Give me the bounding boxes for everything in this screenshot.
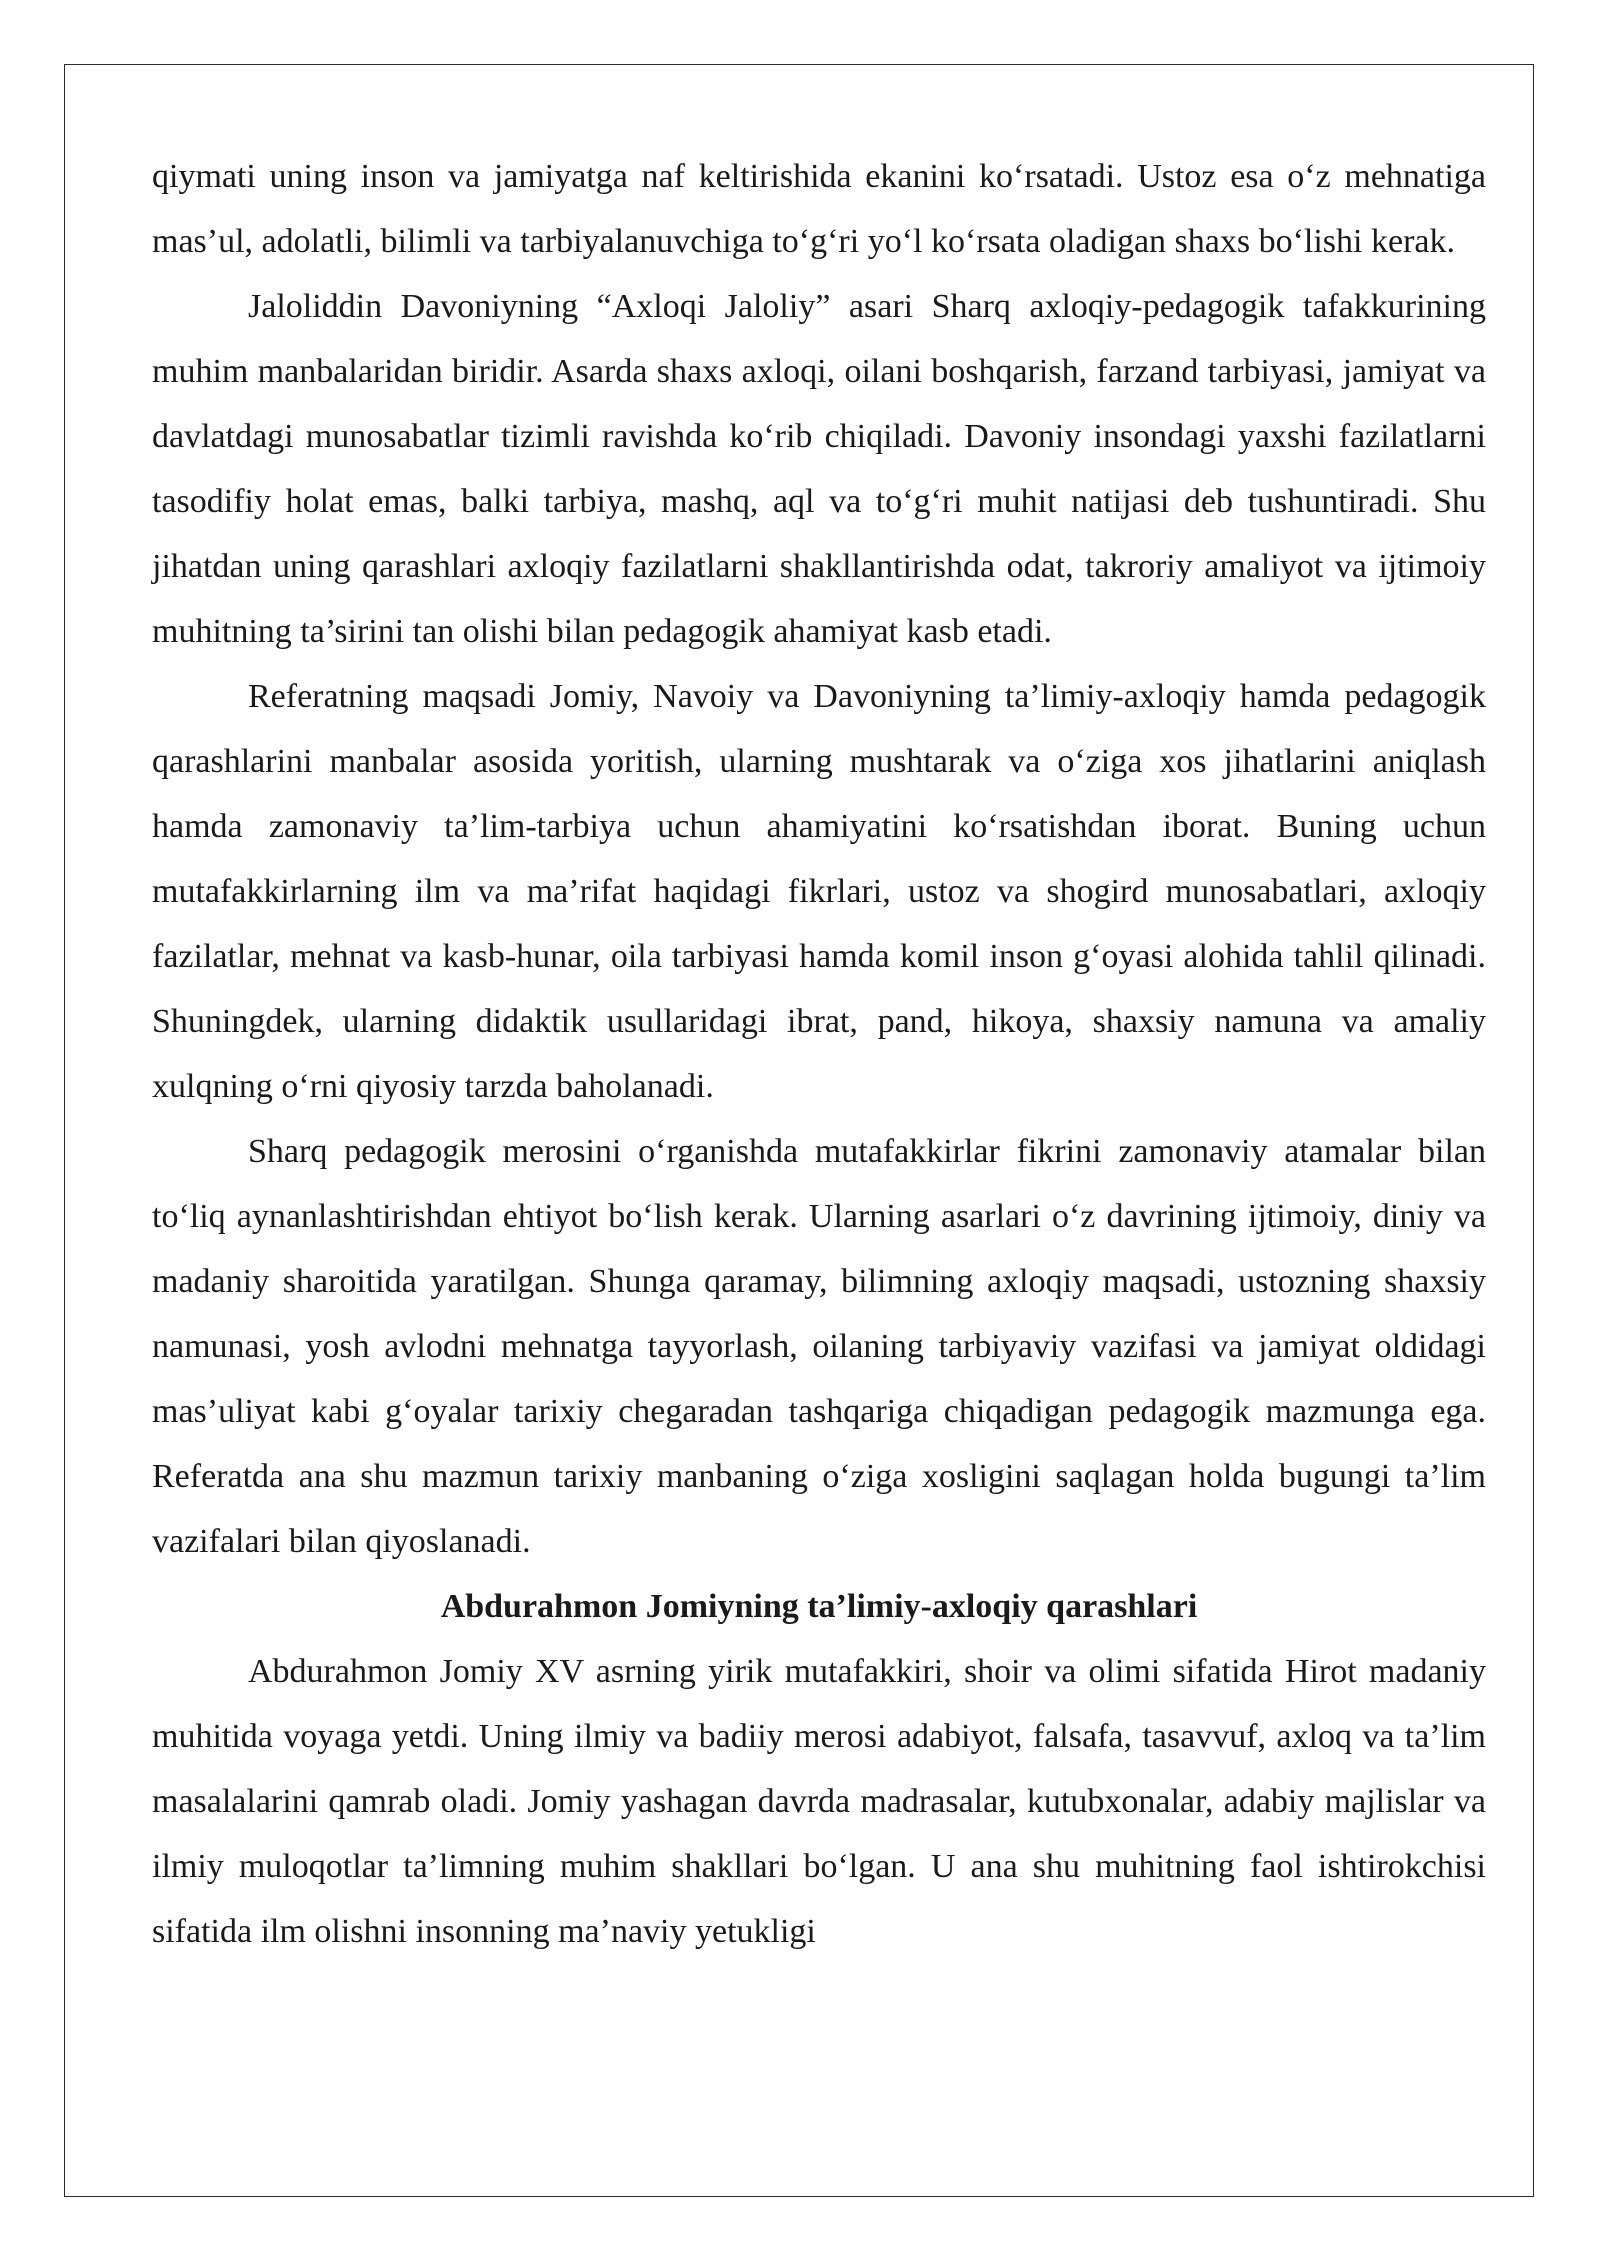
document-body — [152, 144, 1486, 1964]
paragraph-jomiy: Abdurahmon Jomiy XV asrning yirik mutafakkiri, shoir va olimi sifatida Hirot madaniy muhitida voyaga yetdi. Uning ilmiy va badiiy merosi adabiyot, falsafa, tasavvuf, axloq va ta’lim masalalarini qamrab oladi. Jomiy yashagan davrda madrasalar, kutubxonalar, adabiy majlislar va ilmiy muloqotlar ta’limning muhim shakllari bo‘lgan. U ana shu muhitning faol ishtirokchisi sifatida ilm olishni insonning ma’naviy yetukligi — [152, 1653, 1486, 1950]
paragraph-method: Sharq pedagogik merosini o‘rganishda mutafakkirlar fikrini zamonaviy atamalar bilan to‘liq aynanlashtirishdan ehtiyot bo‘lish kerak. Ularning asarlari o‘z davrining ijtimoiy, diniy va madaniy sharoitida yaratilgan. Shunga qaramay, bilimning axloqiy maqsadi, ustozning shaxsiy namunasi, yosh avlodni mehnatga tayyorlash, oilaning tarbiyaviy vazifasi va jamiyat oldidagi mas’uliyat kabi g‘oyalar tarixiy chegaradan tashqariga chiqadigan pedagogik mazmunga ega. Referatda ana shu mazmun tarixiy manbaning o‘ziga xosligini saqlagan holda bugungi ta’lim vazifalari bilan qiyoslanadi. — [152, 1133, 1486, 1560]
paragraph-continuation: qiymati uning inson va jamiyatga naf keltirishida ekanini ko‘rsatadi. Ustoz esa o‘z mehnatiga mas’ul, adolatli, bilimli va tarbiyalanuvchiga to‘g‘ri yo‘l ko‘rsata oladigan shaxs bo‘lishi kerak. — [152, 158, 1486, 260]
paragraph-purpose: Referatning maqsadi Jomiy, Navoiy va Davoniyning ta’limiy-axloqiy hamda pedagogik qarashlarini manbalar asosida yoritish, ularning mushtarak va o‘ziga xos jihatlarini aniqlash hamda zamonaviy ta’lim-tarbiya uchun ahamiyatini ko‘rsatishdan iborat. Buning uchun mutafakkirlarning ilm va ma’rifat haqidagi fikrlari, ustoz va shogird munosabatlari, axloqiy fazilatlar, mehnat va kasb-hunar, oila tarbiyasi hamda komil inson g‘oyasi alohida tahlil qilinadi. Shuningdek, ularning didaktik usullaridagi ibrat, pand, hikoya, shaxsiy namuna va amaliy xulqning o‘rni qiyosiy tarzda baholanadi. — [152, 678, 1486, 1105]
section-heading: Abdurahmon Jomiyning ta’limiy-axloqiy qarashlari — [440, 1588, 1198, 1625]
paragraph-davoniy: Jaloliddin Davoniyning “Axloqi Jaloliy” asari Sharq axloqiy-pedagogik tafakkurining muhim manbalaridan biridir. Asarda shaxs axloqi, oilani boshqarish, farzand tarbiyasi, jamiyat va davlatdagi munosabatlar tizimli ravishda ko‘rib chiqiladi. Davoniy insondagi yaxshi fazilatlarni tasodifiy holat emas, balki tarbiya, mashq, aql va to‘g‘ri muhit natijasi deb tushuntiradi. Shu jihatdan uning qarashlari axloqiy fazilatlarni shakllantirishda odat, takroriy amaliyot va ijtimoiy muhitning ta’sirini tan olishi bilan pedagogik ahamiyat kasb etadi. — [152, 288, 1486, 650]
